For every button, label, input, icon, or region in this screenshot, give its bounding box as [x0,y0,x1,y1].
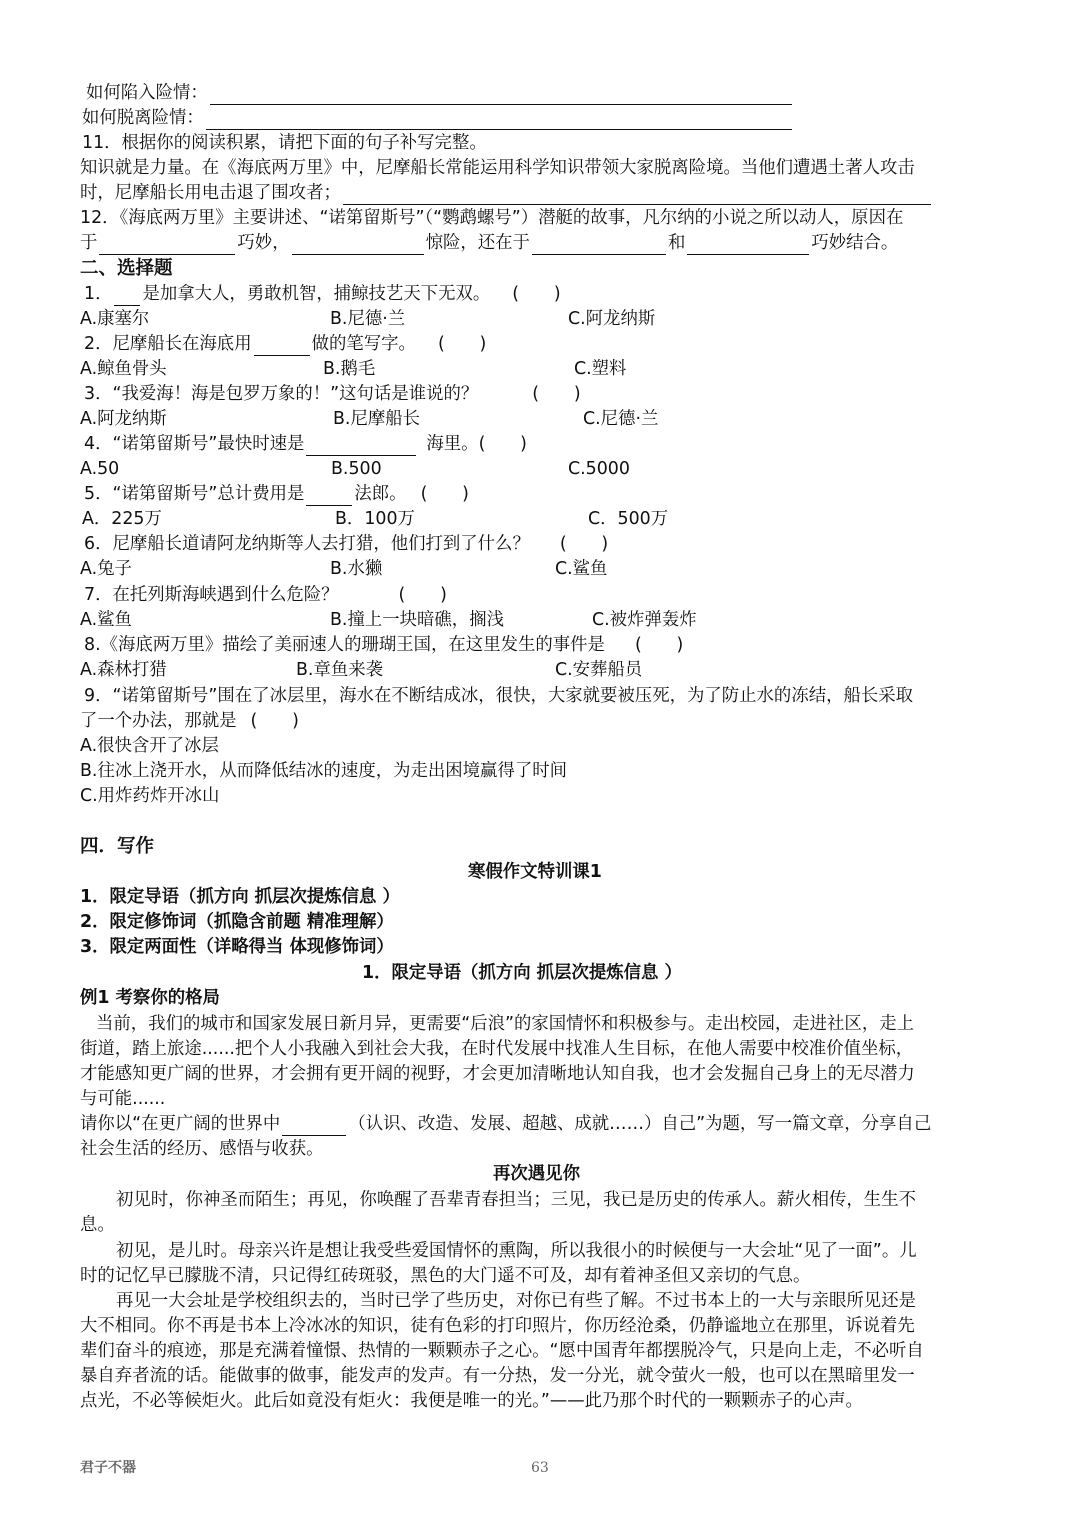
footer-watermark: 君子不器 [80,1460,136,1476]
answer-blank[interactable] [114,286,140,306]
choice-q1-option-a[interactable]: A.康塞尔 [80,309,150,329]
prompt-line-1: 当前，我们的城市和国家发展日新月异，更需要“后浪”的家国情怀和积极参与。走出校园，走进社区，走上 [96,1014,914,1034]
answer-blank[interactable] [206,110,792,130]
choice-q4-option-c[interactable]: C.5000 [568,459,630,479]
question-11: 11．根据你的阅读积累，请把下面的句子补写完整。 [82,133,487,153]
choice-q6-option-a[interactable]: A.兔子 [80,559,132,579]
answer-blank[interactable] [254,336,310,356]
answer-blank[interactable] [532,235,666,255]
writing-point-1: 1．限定导语（抓方向 抓层次提炼信息 ） [80,887,400,907]
answer-blank[interactable] [99,235,235,255]
question-12: 12．《海底两万里》主要讲述、“诺第留斯号”（“鹦鹉螺号”）潜艇的故事，凡尔纳的小说之所以动人，原因在 [80,208,904,228]
choice-q7-option-c[interactable]: C.被炸弹轰炸 [592,610,697,630]
choice-q6: 6．尼摩船长道请阿龙纳斯等人去打猎，他们打到了什么？ ( ) [84,534,609,554]
choice-q3-option-b[interactable]: B.尼摩船长 [333,409,421,429]
essay-para-3-line5: 点光，不必等候炬火。此后如竟没有炬火：我便是唯一的光。”——此乃那个时代的一颗颗赤子的心声。 [80,1391,863,1411]
choice-q6-option-c[interactable]: C.鲨鱼 [555,559,608,579]
fill-line-escape: 如何脱离险情： [82,106,794,130]
essay-para-3-line4: 暴自弃者流的话。能做事的做事，能发声的发声。有一分热，发一分光，就令萤火一般，也可以在黑暗里发一 [80,1366,915,1386]
choice-q1-option-c[interactable]: C.阿龙纳斯 [568,309,656,329]
choice-q4: 4．“诺第留斯号”最快时速是 海里。( ) [84,434,527,454]
essay-title: 再次遇见你 [493,1164,580,1184]
choice-q1: 1． 是加拿大人，勇敢机智，捕鲸技艺天下无双。 ( ) [84,284,561,304]
choice-q7-option-a[interactable]: A.鲨鱼 [80,610,132,630]
choice-q5: 5．“诺第留斯号”总计费用是 法郎。 ( ) [84,484,469,504]
subsection-title: 1．限定导语（抓方向 抓层次提炼信息 ） [362,963,682,983]
choice-q8: 8.《海底两万里》描绘了美丽速人的珊瑚王国，在这里发生的事件是 ( ) [84,635,684,655]
question-12-line2: 于 巧妙， 惊险，还在于 和 巧妙结合。 [80,233,899,253]
answer-blank[interactable] [306,486,352,506]
section-heading-writing: 四．写作 [80,836,155,857]
task-line-1: 请你以“在更广阔的世界中 （认识、改造、发展、超越、成就……）自己”为题，写一篇文章，分享自己 [80,1114,932,1134]
section-heading-choice: 二、选择题 [80,258,173,279]
writing-point-2: 2．限定修饰词（抓隐含前题 精准理解） [80,912,394,932]
choice-q7: 7．在托列斯海峡遇到什么危险？ ( ) [84,585,447,605]
answer-blank[interactable] [282,1116,346,1136]
choice-q5-option-b[interactable]: B．100万 [335,509,415,529]
choice-q4-option-a[interactable]: A.50 [80,459,120,479]
prompt-line-4: 与可能...... [80,1089,166,1109]
choice-q2-option-b[interactable]: B.鹅毛 [323,359,376,379]
choice-q7-option-b[interactable]: B.撞上一块暗礁，搁浅 [330,610,504,630]
essay-para-3-line3: 辈们奋斗的痕迹，那是充满着憧憬、热情的一颗颗赤子之心。“愿中国青年都摆脱冷气，只是向上走，不必听自 [80,1341,924,1361]
course-title: 寒假作文特训课1 [468,862,602,882]
choice-q9: 9．“诺第留斯号”围在了冰层里，海水在不断结成冰，很快，大家就要被压死，为了防止水的冻结，船长采取 [84,686,914,706]
choice-q8-option-b[interactable]: B.章鱼来袭 [296,660,384,680]
choice-q3-option-a[interactable]: A.阿龙纳斯 [80,409,167,429]
page-number: 63 [531,1460,549,1476]
choice-q2-option-c[interactable]: C.塑料 [574,359,627,379]
choice-q5-option-c[interactable]: C．500万 [588,509,669,529]
essay-para-2: 初见，是儿时。母亲兴许是想让我受些爱国情怀的熏陶，所以我很小的时候便与一大会址“见了一面”。儿 [116,1241,917,1261]
essay-para-1-line2: 息。 [80,1215,115,1235]
choice-q9-option-a[interactable]: A.很快含开了冰层 [80,736,219,756]
writing-point-3: 3．限定两面性（详略得当 体现修饰词） [80,937,394,957]
choice-q6-option-b[interactable]: B.水獭 [330,559,383,579]
question-11-text: 知识就是力量。在《海底两万里》中，尼摩船长常能运用科学知识带领大家脱离险境。当他们遭遇土著人攻击 [80,158,915,178]
answer-blank[interactable] [687,235,809,255]
choice-q5-option-a[interactable]: A．225万 [82,509,162,529]
answer-blank[interactable] [306,436,416,456]
essay-para-2-line2: 时的记忆早已朦胧不清，只记得红砖斑驳，黑色的大门遥不可及，却有着神圣但又亲切的气息。 [80,1266,811,1286]
fill-line-trouble: 如何陷入险情： [86,81,794,105]
choice-q1-option-b[interactable]: B.尼德·兰 [330,309,406,329]
choice-q4-option-b[interactable]: B.500 [331,459,382,479]
choice-q9-line2: 了一个办法，那就是 ( ) [80,711,299,731]
essay-para-1: 初见时，你神圣而陌生；再见，你唤醒了吾辈青春担当；三见，我已是历史的传承人。薪火相传，生生不 [116,1190,916,1210]
question-11-line2: 时，尼摩船长用电击退了围攻者； [80,181,933,205]
essay-para-3: 再见一大会址是学校组织去的，当时已学了些历史，对你已有些了解。不过书本上的一大与亲眼所见还是 [116,1291,916,1311]
choice-q2-option-a[interactable]: A.鲸鱼骨头 [80,359,167,379]
choice-q3-option-c[interactable]: C.尼德·兰 [583,409,659,429]
choice-q9-option-b[interactable]: B.往冰上浇开水，从而降低结冰的速度，为走出困境赢得了时间 [80,761,568,781]
task-line-2: 社会生活的经历、感悟与收获。 [80,1139,324,1159]
prompt-line-2: 街道，踏上旅途......把个人小我融入到社会大我，在时代发展中找准人生目标，在他人需要中校准价值坐标， [80,1039,914,1059]
choice-q9-option-c[interactable]: C.用炸药炸开冰山 [80,786,220,806]
answer-blank[interactable] [343,185,931,205]
answer-blank[interactable] [210,85,792,105]
choice-q2: 2．尼摩船长在海底用 做的笔写字。 ( ) [84,334,487,354]
essay-para-3-line2: 大不相同。你不再是书本上冷冰冰的知识，徒有色彩的打印照片，你历经沧桑，仍静谧地立在那里，诉说着先 [80,1316,915,1336]
example-title: 例1 考察你的格局 [80,988,220,1008]
answer-blank[interactable] [292,235,424,255]
choice-q8-option-a[interactable]: A.森林打猎 [80,660,167,680]
choice-q3: 3．“我爱海！海是包罗万象的！”这句话是谁说的？ ( ) [84,384,581,404]
prompt-line-3: 才能感知更广阔的世界，才会拥有更开阔的视野，才会更加清晰地认知自我，也才会发掘自己身上的无尽潜力 [80,1064,915,1084]
choice-q8-option-c[interactable]: C.安葬船员 [555,660,643,680]
